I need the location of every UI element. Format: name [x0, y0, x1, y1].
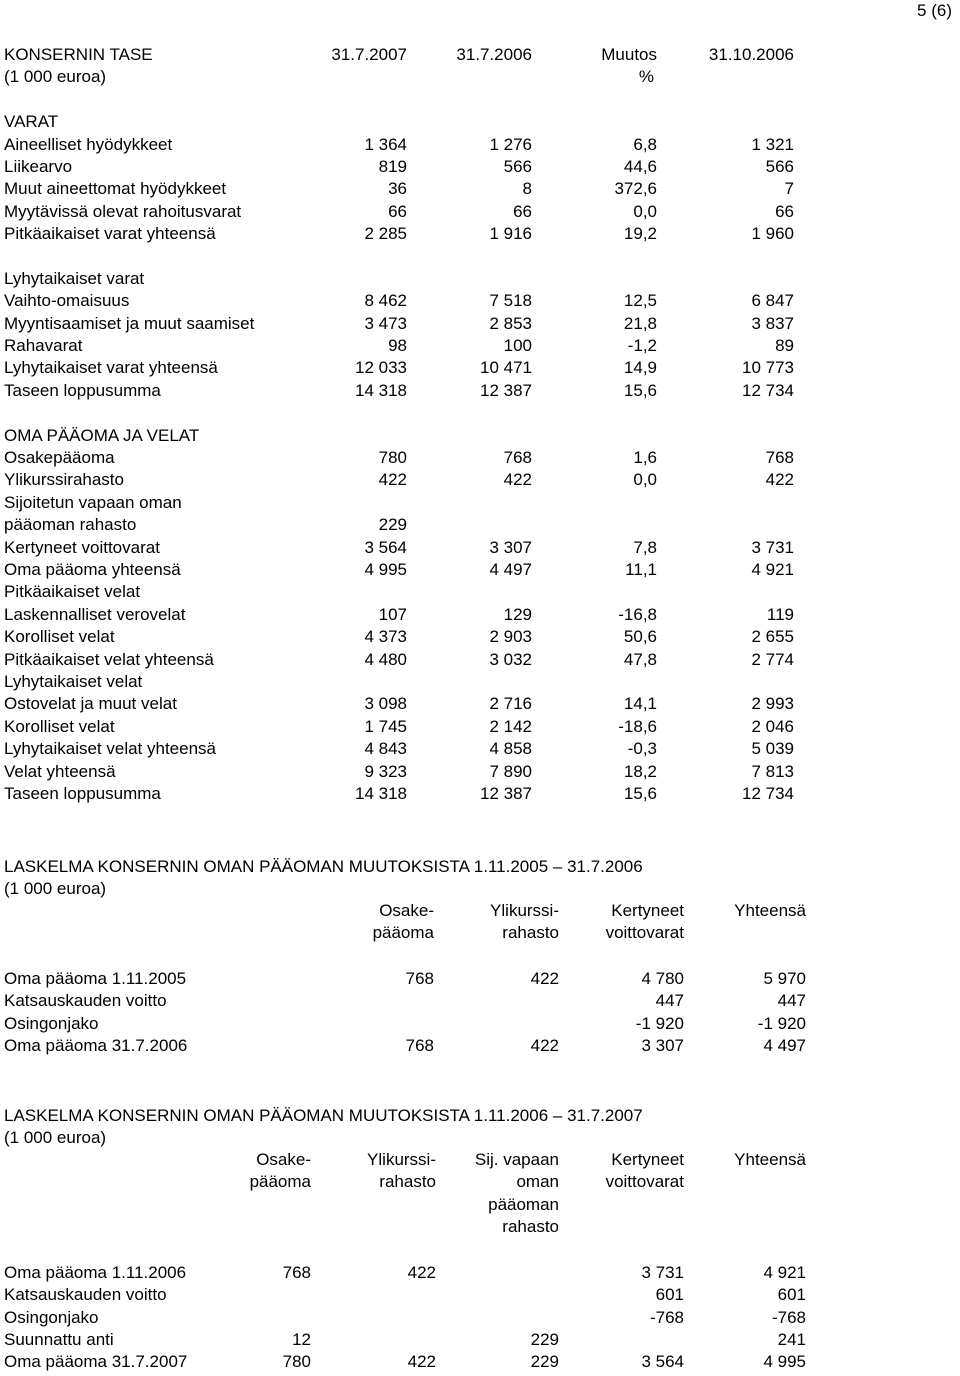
equity-2007-unit: (1 000 euroa)	[4, 1128, 107, 1148]
row-label: VARAT	[4, 112, 59, 132]
cell-value: 8	[522, 179, 532, 199]
cell-value: 566	[765, 156, 794, 176]
row-label: Kertyneet voittovarat	[4, 537, 160, 557]
cell-value: 9 323	[364, 761, 407, 781]
cell-value: 3 098	[364, 694, 407, 714]
spacer	[4, 1239, 954, 1261]
cell-value: 10 773	[742, 358, 794, 378]
cell-value: 100	[503, 336, 532, 356]
cell-value: 1 916	[489, 224, 532, 244]
cell-value: 98	[388, 336, 407, 356]
row-label: Taseen loppusumma	[4, 380, 161, 400]
table-row	[4, 111, 954, 133]
cell-value: 2 903	[489, 627, 532, 647]
row-label: OMA PÄÄOMA JA VELAT	[4, 425, 200, 445]
cell-value: 3 837	[751, 313, 794, 333]
cell-value: 10 471	[480, 358, 532, 378]
cell-value: 3 032	[489, 649, 532, 669]
table-row	[4, 649, 954, 671]
cell-value: 229	[378, 515, 407, 535]
table-row	[4, 968, 954, 990]
cell-value: -1 920	[757, 1013, 806, 1033]
balance-sheet	[4, 44, 954, 805]
column-header: Osake-	[256, 1149, 311, 1169]
table-row	[4, 156, 954, 178]
row-label: Velat yhteensä	[4, 761, 116, 781]
cell-value: 2 716	[489, 694, 532, 714]
row-label: Aineelliset hyödykkeet	[4, 134, 173, 154]
table-row	[4, 357, 954, 379]
cell-value: 129	[503, 604, 532, 624]
row-label: Katsauskauden voitto	[4, 1285, 167, 1305]
row-label: Taseen loppusumma	[4, 783, 161, 803]
cell-value: 229	[530, 1352, 559, 1372]
row-label: Osingonjako	[4, 1013, 99, 1033]
cell-value: -1,2	[627, 336, 657, 356]
cell-value: 119	[766, 604, 794, 624]
cell-value: 4 921	[763, 1262, 806, 1282]
equity-2007-headers	[4, 1150, 954, 1240]
cell-value: 1 960	[751, 224, 794, 244]
column-header: pääoman	[488, 1194, 559, 1214]
col-change: Muutos	[601, 45, 657, 64]
column-header: Osake-	[379, 900, 434, 920]
row-label: Lyhytaikaiset varat yhteensä	[4, 358, 218, 378]
cell-value: 3 473	[364, 313, 407, 333]
cell-value: 4 995	[364, 559, 407, 579]
table-row	[4, 1262, 954, 1284]
column-header: Yhteensä	[734, 900, 806, 920]
cell-value: 1 276	[489, 134, 532, 154]
cell-value: -768	[649, 1307, 684, 1327]
row-label: Oma pääoma 1.11.2005	[4, 968, 187, 988]
cell-value: 3 731	[641, 1262, 684, 1282]
table-row	[4, 402, 954, 424]
table-row	[4, 313, 954, 335]
cell-value: 89	[775, 336, 794, 356]
row-label: Muut aineettomat hyödykkeet	[4, 179, 227, 199]
cell-value: 4 373	[364, 627, 407, 647]
cell-value: 447	[777, 991, 806, 1011]
cell-value: 6,8	[633, 134, 657, 154]
col-oct-2006: 31.10.2006	[708, 45, 794, 64]
row-label: Ylikurssirahasto	[4, 470, 124, 490]
cell-value: 1 321	[751, 134, 794, 154]
column-header: Kertyneet	[611, 900, 684, 920]
cell-value: 12 387	[480, 783, 532, 803]
table-row	[4, 1035, 954, 1057]
cell-value: 241	[777, 1329, 806, 1349]
row-label: Oma pääoma 1.11.2006	[4, 1262, 187, 1282]
column-header: voittovarat	[605, 923, 684, 943]
row-label: Oma pääoma yhteensä	[4, 559, 181, 579]
cell-value: 768	[405, 968, 434, 988]
row-label: Myyntisaamiset ja muut saamiset	[4, 313, 255, 333]
cell-value: 422	[503, 470, 532, 490]
cell-value: 36	[388, 179, 407, 199]
cell-value: 2 993	[751, 694, 794, 714]
cell-value: 2 774	[751, 649, 794, 669]
cell-value: 780	[378, 448, 407, 468]
table-row	[4, 783, 954, 805]
cell-value: 422	[530, 1036, 559, 1056]
cell-value: 4 480	[364, 649, 407, 669]
equity-statement-2007	[4, 1105, 954, 1374]
cell-value: 601	[777, 1285, 806, 1305]
row-label: Ostovelat ja muut velat	[4, 694, 177, 714]
column-header: oman	[516, 1172, 559, 1192]
cell-value: -1 920	[635, 1013, 684, 1033]
cell-value: 2 142	[489, 716, 532, 736]
table-row	[4, 246, 954, 268]
row-label: Korolliset velat	[4, 716, 115, 736]
cell-value: 14 318	[355, 783, 407, 803]
cell-value: 4 921	[751, 559, 794, 579]
table-row	[4, 671, 954, 693]
cell-value: -16,8	[618, 604, 657, 624]
balance-header	[4, 44, 954, 66]
table-row	[4, 626, 954, 648]
cell-value: 422	[378, 470, 407, 490]
table-row	[4, 223, 954, 245]
table-row	[4, 1284, 954, 1306]
table-row	[4, 447, 954, 469]
cell-value: 1 745	[364, 716, 407, 736]
cell-value: 21,8	[623, 313, 657, 333]
row-label: Osakepääoma	[4, 448, 115, 468]
cell-value: 5 970	[763, 968, 806, 988]
cell-value: 7 890	[489, 761, 532, 781]
row-label: Rahavarat	[4, 336, 83, 356]
cell-value: 66	[388, 201, 407, 221]
table-row	[4, 1351, 954, 1373]
balance-unit: (1 000 euroa)	[4, 67, 107, 87]
cell-value: 19,2	[623, 224, 657, 244]
cell-value: 12 734	[742, 380, 794, 400]
table-row	[4, 581, 954, 603]
cell-value: 12	[292, 1329, 311, 1349]
row-label: Korolliset velat	[4, 627, 115, 647]
row-label: Pitkäaikaiset velat yhteensä	[4, 649, 214, 669]
column-header: rahasto	[502, 1216, 559, 1236]
cell-value: 12 033	[355, 358, 407, 378]
spacer	[4, 89, 954, 111]
row-label: Osingonjako	[4, 1307, 99, 1327]
cell-value: 66	[775, 201, 794, 221]
table-row	[4, 716, 954, 738]
balance-rows	[4, 111, 954, 805]
cell-value: 3 731	[751, 537, 794, 557]
cell-value: 14,9	[623, 358, 657, 378]
cell-value: 0,0	[633, 201, 657, 221]
cell-value: 4 858	[489, 739, 532, 759]
cell-value: 11,1	[625, 559, 657, 579]
cell-value: 768	[405, 1036, 434, 1056]
cell-value: 3 564	[364, 537, 407, 557]
table-row	[4, 201, 954, 223]
cell-value: 4 995	[763, 1352, 806, 1372]
row-label: Vaihto-omaisuus	[4, 291, 130, 311]
cell-value: 2 046	[751, 716, 794, 736]
cell-value: 7,8	[633, 537, 657, 557]
cell-value: 768	[765, 448, 794, 468]
table-row	[4, 178, 954, 200]
cell-value: 12 387	[480, 380, 532, 400]
row-label: Suunnattu anti	[4, 1329, 114, 1349]
table-row	[4, 268, 954, 290]
table-row	[4, 559, 954, 581]
cell-value: 1 364	[364, 134, 407, 154]
table-row	[4, 425, 954, 447]
column-header: pääoma	[372, 923, 434, 943]
cell-value: 50,6	[623, 627, 657, 647]
column-header: rahasto	[379, 1172, 436, 1192]
cell-value: 7	[784, 179, 794, 199]
row-label: Oma pääoma 31.7.2007	[4, 1352, 188, 1372]
column-header: Sij. vapaan	[474, 1149, 559, 1169]
cell-value: 2 655	[751, 627, 794, 647]
col-2007: 31.7.2007	[331, 45, 407, 64]
cell-value: 601	[655, 1285, 684, 1305]
cell-value: 15,6	[623, 380, 657, 400]
row-label: Pitkäaikaiset varat yhteensä	[4, 224, 216, 244]
cell-value: 0,0	[633, 470, 657, 490]
table-row	[4, 604, 954, 626]
table-row	[4, 492, 954, 514]
table-row	[4, 134, 954, 156]
table-row	[4, 514, 954, 536]
row-label: Liikearvo	[4, 156, 73, 176]
column-header: Ylikurssi-	[490, 900, 559, 920]
column-header: voittovarat	[605, 1172, 684, 1192]
equity-2006-headers	[4, 901, 954, 946]
cell-value: 18,2	[623, 761, 657, 781]
cell-value: 229	[530, 1329, 559, 1349]
cell-value: 12,5	[623, 291, 657, 311]
col-change-unit: %	[638, 67, 654, 87]
column-header: Ylikurssi-	[367, 1149, 436, 1169]
table-row	[4, 738, 954, 760]
cell-value: 7 518	[489, 291, 532, 311]
table-row	[4, 335, 954, 357]
table-row	[4, 693, 954, 715]
cell-value: 4 780	[641, 968, 684, 988]
cell-value: 7 813	[751, 761, 794, 781]
cell-value: 422	[530, 968, 559, 988]
table-row	[4, 1329, 954, 1351]
equity-2007-title: LASKELMA KONSERNIN OMAN PÄÄOMAN MUUTOKSISTA 1.11.2006 – 31.7.2007	[4, 1106, 643, 1125]
balance-subheader	[4, 66, 954, 88]
table-row	[4, 1013, 954, 1035]
spacer	[4, 946, 954, 968]
cell-value: 819	[378, 156, 407, 176]
cell-value: 422	[765, 470, 794, 490]
cell-value: 14 318	[355, 380, 407, 400]
cell-value: 2 285	[364, 224, 407, 244]
equity-statement-2006	[4, 856, 954, 1058]
cell-value: 66	[513, 201, 532, 221]
table-row	[4, 990, 954, 1012]
row-label: Lyhytaikaiset velat	[4, 671, 143, 691]
table-row	[4, 469, 954, 491]
cell-value: 3 564	[641, 1352, 684, 1372]
row-label: Pitkäaikaiset velat	[4, 582, 141, 602]
cell-value: 4 843	[364, 739, 407, 759]
table-row	[4, 537, 954, 559]
cell-value: 107	[378, 604, 407, 624]
cell-value: 6 847	[751, 291, 794, 311]
cell-value: 44,6	[623, 156, 657, 176]
cell-value: -0,3	[627, 739, 657, 759]
cell-value: 447	[655, 991, 684, 1011]
row-label: Myytävissä olevat rahoitusvarat	[4, 201, 242, 221]
cell-value: -768	[771, 1307, 806, 1327]
table-row	[4, 290, 954, 312]
cell-value: 47,8	[623, 649, 657, 669]
cell-value: 15,6	[623, 783, 657, 803]
cell-value: 566	[503, 156, 532, 176]
equity-2007-rows	[4, 1262, 954, 1374]
cell-value: 4 497	[489, 559, 532, 579]
table-row	[4, 1307, 954, 1329]
cell-value: 422	[407, 1262, 436, 1282]
row-label: pääoman rahasto	[4, 515, 137, 535]
row-label: Sijoitetun vapaan oman	[4, 492, 182, 512]
col-2006: 31.7.2006	[456, 45, 532, 64]
row-label: Katsauskauden voitto	[4, 991, 167, 1011]
cell-value: 768	[503, 448, 532, 468]
cell-value: 372,6	[614, 179, 657, 199]
equity-2006-rows	[4, 968, 954, 1058]
cell-value: 12 734	[742, 783, 794, 803]
cell-value: 780	[282, 1352, 311, 1372]
cell-value: 768	[282, 1262, 311, 1282]
page-number: 5 (6)	[917, 1, 952, 20]
cell-value: 3 307	[641, 1036, 684, 1056]
row-label: Lyhytaikaiset varat	[4, 268, 145, 288]
cell-value: 4 497	[763, 1036, 806, 1056]
column-header: Yhteensä	[734, 1149, 806, 1169]
cell-value: 1,6	[633, 448, 657, 468]
cell-value: -18,6	[618, 716, 657, 736]
balance-title: KONSERNIN TASE	[4, 45, 153, 64]
column-header: pääoma	[249, 1172, 311, 1192]
equity-2006-title: LASKELMA KONSERNIN OMAN PÄÄOMAN MUUTOKSISTA 1.11.2005 – 31.7.2006	[4, 857, 643, 876]
column-header: Kertyneet	[611, 1149, 684, 1169]
row-label: Oma pääoma 31.7.2006	[4, 1036, 188, 1056]
cell-value: 8 462	[364, 291, 407, 311]
cell-value: 3 307	[489, 537, 532, 557]
table-row	[4, 761, 954, 783]
cell-value: 2 853	[489, 313, 532, 333]
equity-2006-unit: (1 000 euroa)	[4, 879, 107, 899]
row-label: Lyhytaikaiset velat yhteensä	[4, 739, 216, 759]
row-label: Laskennalliset verovelat	[4, 604, 186, 624]
column-header: rahasto	[502, 923, 559, 943]
table-row	[4, 380, 954, 402]
cell-value: 5 039	[751, 739, 794, 759]
cell-value: 14,1	[623, 694, 657, 714]
cell-value: 422	[407, 1352, 436, 1372]
